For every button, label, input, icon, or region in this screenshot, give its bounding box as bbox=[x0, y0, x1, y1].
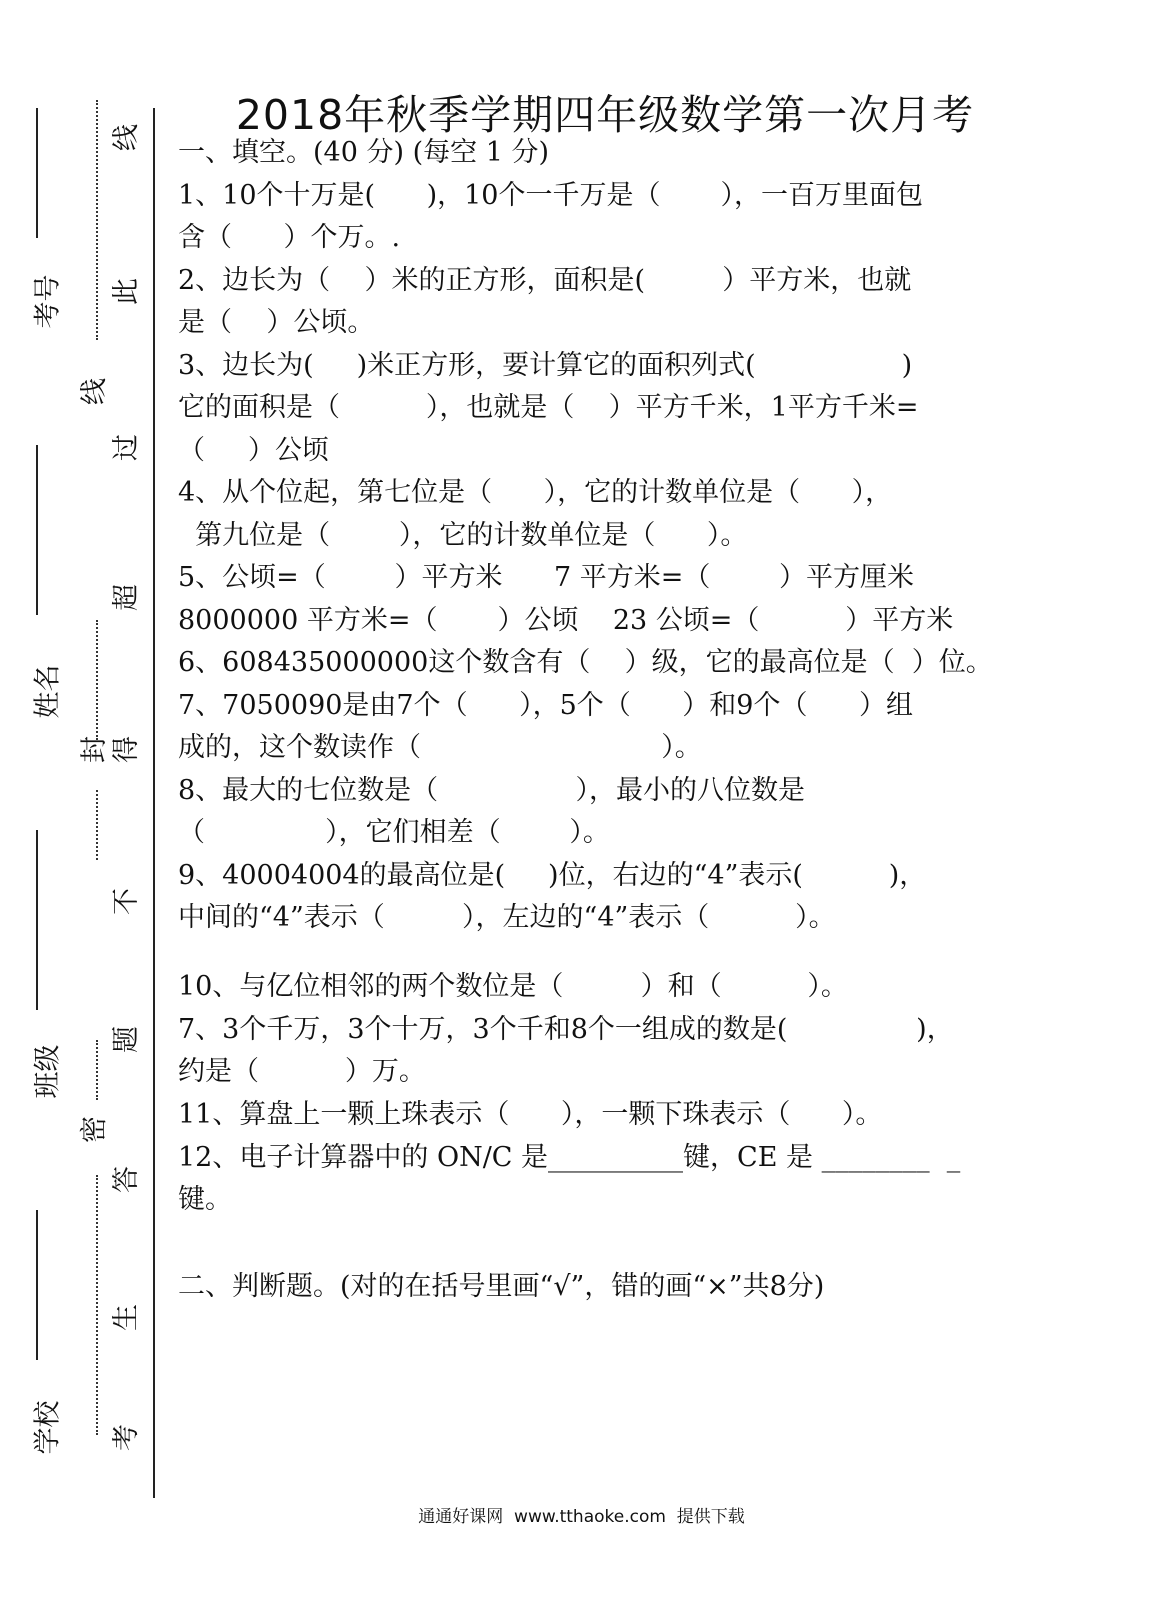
question-line: 5、公顷=（ ）平方米 7 平方米=（ ）平方厘米 bbox=[178, 562, 914, 593]
seal-char: 线 bbox=[111, 124, 142, 151]
question-line: 成的，这个数读作（ ）。 bbox=[178, 732, 702, 763]
seal-char: 过 bbox=[111, 434, 142, 461]
question-line: 7、7050090是由7个（ ），5个（ ）和9个（ ）组 bbox=[178, 690, 913, 721]
binding-rule bbox=[153, 108, 155, 1498]
question-line: 9、40004004的最高位是( )位，右边的“4”表示( )， bbox=[178, 860, 927, 891]
question-line: 1、10个十万是( )，10个一千万是（ ），一百万里面包 bbox=[178, 180, 924, 211]
question-line: （ ）公顷 bbox=[178, 435, 329, 466]
question-line: 中间的“4”表示（ ），左边的“4”表示（ ）。 bbox=[178, 902, 836, 933]
school-label: 学校 bbox=[32, 1400, 64, 1455]
question-line: 它的面积是（ ），也就是（ ）平方千米，1平方千米= bbox=[178, 392, 919, 423]
question-line: 3、边长为( )米正方形，要计算它的面积列式( ) bbox=[178, 350, 913, 381]
question-line: 11、算盘上一颗上珠表示（ ），一颗下珠表示（ ）。 bbox=[178, 1099, 883, 1130]
question-line: 约是（ ）万。 bbox=[178, 1056, 426, 1087]
seal-char: 线 bbox=[79, 378, 110, 405]
dotted-rule bbox=[96, 1040, 98, 1100]
seal-char: 此 bbox=[111, 278, 142, 305]
question-line: 10、与亿位相邻的两个数位是（ ）和（ ）。 bbox=[178, 971, 848, 1002]
question-line: 含（ ）个万。. bbox=[178, 222, 401, 253]
section-heading: 二、判断题。(对的在括号里画“√”，错的画“×”共8分) bbox=[178, 1271, 825, 1302]
name-line bbox=[36, 445, 38, 615]
question-line: （ ），它们相差（ ）。 bbox=[178, 817, 610, 848]
exam-number-label: 考号 bbox=[32, 274, 64, 329]
question-line: 8000000 平方米=（ ）公顷 23 公顷=（ ）平方米 bbox=[178, 605, 954, 636]
question-line: 7、3个千万，3个十万，3个千和8个一组成的数是( )， bbox=[178, 1014, 954, 1045]
exam-number-line bbox=[36, 108, 38, 238]
section-heading: 一、填空。(40 分) (每空 1 分) bbox=[178, 137, 549, 168]
seal-char: 封 bbox=[79, 736, 110, 763]
seal-char: 超 bbox=[111, 584, 142, 611]
question-line: 第九位是（ ），它的计数单位是（ ）。 bbox=[178, 520, 748, 551]
question-line: 2、边长为（ ）米的正方形，面积是( ）平方米，也就 bbox=[178, 265, 912, 296]
question-line: 12、电子计算器中的 ON/C 是__________键，CE 是 ________ _ bbox=[178, 1142, 961, 1173]
seal-char: 得 bbox=[111, 736, 142, 763]
dotted-rule bbox=[96, 100, 98, 340]
question-line: 是（ ）公顷。 bbox=[178, 307, 375, 338]
seal-char: 题 bbox=[111, 1026, 142, 1053]
dotted-rule bbox=[96, 1175, 98, 1435]
class-line bbox=[36, 830, 38, 1010]
seal-char: 密 bbox=[79, 1116, 110, 1143]
class-label: 班级 bbox=[32, 1044, 64, 1099]
footer-credit: 通通好课网 www.tthaoke.com 提供下载 bbox=[418, 1507, 745, 1527]
dotted-rule bbox=[96, 620, 98, 740]
question-line: 6、608435000000这个数含有（ ）级，它的最高位是（ ）位。 bbox=[178, 647, 993, 678]
seal-char: 答 bbox=[111, 1166, 142, 1193]
question-line: 8、最大的七位数是（ ），最小的八位数是 bbox=[178, 775, 805, 806]
seal-char: 生 bbox=[111, 1304, 142, 1331]
question-line: 键。 bbox=[178, 1184, 232, 1215]
seal-char: 考 bbox=[111, 1424, 142, 1451]
name-label: 姓名 bbox=[32, 664, 64, 719]
page-title: 2018年秋季学期四年级数学第一次月考 bbox=[235, 91, 975, 139]
school-line bbox=[36, 1210, 38, 1360]
seal-char: 不 bbox=[111, 888, 142, 915]
question-line: 4、从个位起，第七位是（ ），它的计数单位是（ ）， bbox=[178, 477, 893, 508]
dotted-rule bbox=[96, 790, 98, 860]
